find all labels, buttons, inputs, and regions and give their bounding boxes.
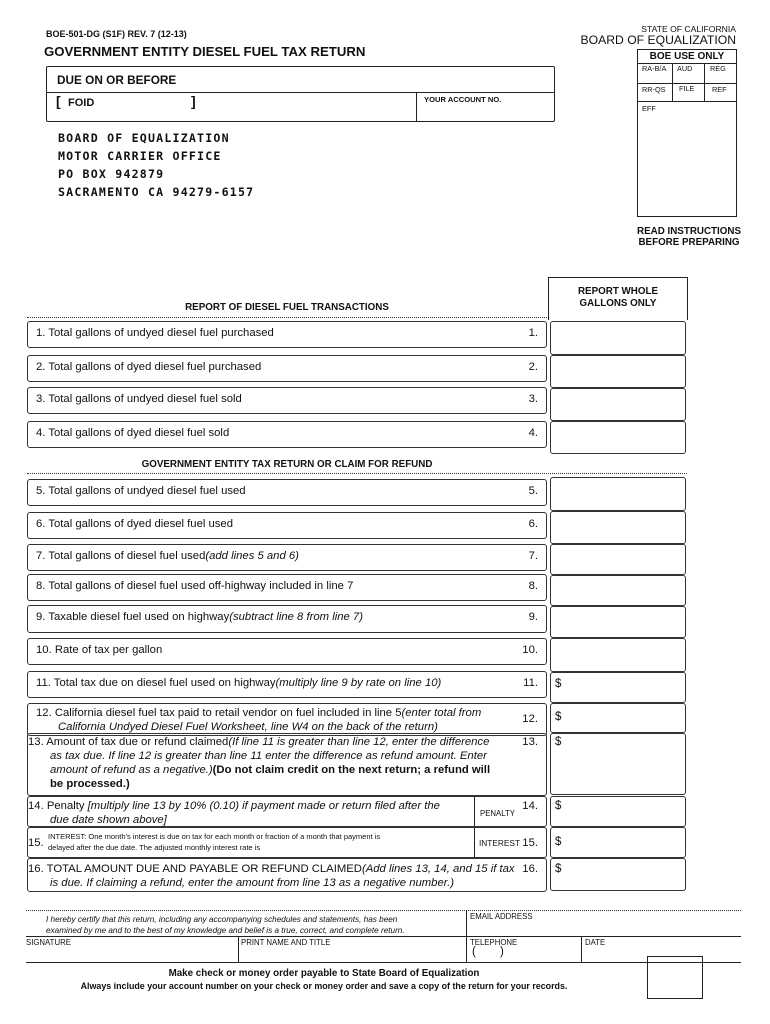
read-instructions-line: READ INSTRUCTIONS [637, 226, 741, 237]
form-title: GOVERNMENT ENTITY DIESEL FUEL TAX RETURN [44, 44, 366, 59]
report-whole-line: GALLONS ONLY [579, 298, 657, 309]
line-16-input[interactable] [550, 858, 686, 891]
section1-title: REPORT OF DIESEL FUEL TRANSACTIONS [185, 302, 389, 313]
line-8-input[interactable] [550, 575, 686, 606]
line-7-number: 7. [528, 550, 538, 562]
line-15-prefix: 15. [28, 837, 44, 849]
telephone-field[interactable] [510, 948, 580, 962]
line-3-row [27, 387, 547, 414]
line-8-row [27, 574, 547, 601]
line-4-label: 4. Total gallons of dyed diesel fuel sold [36, 427, 230, 439]
mailing-address [58, 129, 254, 201]
agency-label: BOARD OF EQUALIZATION [580, 33, 736, 47]
foid-bracket-open: [ [56, 93, 61, 109]
address-line: MOTOR CARRIER OFFICE [58, 149, 222, 163]
foid-label: FOID [68, 97, 95, 109]
line-6-label: 6. Total gallons of dyed diesel fuel used [36, 518, 233, 530]
dollar-sign: $ [555, 800, 562, 812]
line-14-input[interactable] [550, 796, 686, 827]
report-whole-line: REPORT WHOLE [577, 286, 658, 297]
line-4-number: 4. [528, 427, 538, 439]
line-1-input[interactable] [550, 321, 686, 355]
line-5-label: 5. Total gallons of undyed diesel fuel used [36, 485, 246, 497]
phone-area-close: ) [500, 946, 504, 958]
line-16-number: 16. [522, 863, 538, 875]
due-date-label: DUE ON OR BEFORE [57, 73, 177, 87]
line-10-row [27, 638, 547, 665]
line-11-input[interactable] [550, 672, 686, 703]
line-14-label: 14. Penalty [multiply line 13 by 10% (0.10) if payment made or return filed after the due date shown above] [28, 800, 440, 826]
line-16-row [27, 858, 547, 892]
boe-use-only-box [637, 49, 737, 217]
line-15-label: INTEREST: One month’s interest is due on tax for each month or fraction of a month that payment is delayed after the due date. The adjusted monthly interest rate is [48, 832, 381, 852]
line-7-row [27, 544, 547, 571]
penalty-label: PENALTY [480, 809, 515, 818]
line-9-number: 9. [528, 611, 538, 623]
address-line: BOARD OF EQUALIZATION [58, 131, 230, 145]
dollar-sign: $ [555, 678, 562, 690]
line-9-label: 9. Taxable diesel fuel used on highway(subtract line 8 from line 7) [36, 611, 363, 623]
line-15-input[interactable] [550, 827, 686, 858]
boe-use-only-title: BOE USE ONLY [649, 51, 725, 62]
line-13-row [27, 733, 547, 796]
line-2-input[interactable] [550, 355, 686, 388]
line-10-number: 10. [522, 644, 538, 656]
line-13-input[interactable] [550, 733, 686, 795]
line-5-number: 5. [528, 485, 538, 497]
email-field[interactable] [470, 921, 740, 935]
line-15-row [27, 827, 547, 858]
foid-bracket-close: ] [191, 93, 196, 109]
line-11-label: 11. Total tax due on diesel fuel used on highway(multiply line 9 by rate on line 10) [36, 677, 442, 689]
line-14-row [27, 796, 547, 827]
line-1-row [27, 321, 547, 348]
line-15-number: 15. [522, 837, 538, 849]
line-9-row [27, 605, 547, 633]
line-1-number: 1. [528, 327, 538, 339]
line-11-row [27, 671, 547, 698]
signature-label: SIGNATURE [26, 938, 71, 947]
line-7-input[interactable] [550, 544, 686, 575]
address-line: SACRAMENTO CA 94279-6157 [58, 185, 255, 199]
certification-line: examined by me and to the best of my knowledge and belief is a true, correct, and complete return. [46, 926, 405, 935]
line-8-label: 8. Total gallons of diesel fuel used off-highway included in line 7 [36, 580, 354, 592]
line-11-number: 11. [523, 677, 538, 689]
line-12-label: 12. California diesel fuel tax paid to retail vendor on fuel included in line 5(enter total from California Undyed Diesel Fuel Worksheet, line W4 on the back of the return) [36, 707, 482, 733]
dollar-sign: $ [555, 711, 562, 723]
footer-payable: Make check or money order payable to State Board of Equalization [168, 968, 480, 979]
line-16-label: 16. TOTAL AMOUNT DUE AND PAYABLE OR REFUND CLAIMED(Add lines 13, 14, and 15 if tax is due. If claiming a refund, enter the amount from line 13 as a negative number.) [28, 863, 515, 889]
line-9-input[interactable] [550, 606, 686, 638]
line-1-label: 1. Total gallons of undyed diesel fuel purchased [36, 327, 274, 339]
print-name-label: PRINT NAME AND TITLE [241, 938, 331, 947]
line-12-row [27, 703, 547, 736]
line-3-input[interactable] [550, 388, 686, 421]
line-6-row [27, 512, 547, 539]
account-number-label: YOUR ACCOUNT NO. [424, 95, 502, 104]
line-8-number: 8. [528, 580, 538, 592]
state-label: STATE OF CALIFORNIA [641, 24, 736, 34]
read-instructions [637, 226, 741, 248]
dollar-sign: $ [555, 863, 562, 875]
boe-cell-reg: REG [710, 64, 726, 73]
boe-cell-rrqs: RR-QS [642, 85, 666, 94]
line-10-label: 10. Rate of tax per gallon [36, 644, 163, 656]
dollar-sign: $ [555, 836, 562, 848]
line-3-label: 3. Total gallons of undyed diesel fuel sold [36, 393, 242, 405]
report-whole-header [548, 277, 688, 320]
line-6-number: 6. [528, 518, 538, 530]
footer-account-reminder: Always include your account number on your check or money order and save a copy of the return for your records. [80, 981, 568, 991]
line-2-row [27, 355, 547, 382]
section2-title: GOVERNMENT ENTITY TAX RETURN OR CLAIM FOR REFUND [141, 459, 433, 470]
boe-cell-eff: EFF [642, 104, 656, 113]
line-13-label: 13. Amount of tax due or refund claimed(If line 11 is greater than line 12, enter the difference as tax due. If line 12 is greater than line 11 enter the difference as refund amount. Enter amount of refund as a negative.)(Do not claim credit on the next return; a refund will be processed.) [28, 736, 491, 790]
print-name-field[interactable] [241, 948, 465, 962]
line-2-number: 2. [528, 361, 538, 373]
line-2-label: 2. Total gallons of dyed diesel fuel purchased [36, 361, 262, 373]
telephone-label: TELEPHONE [470, 938, 518, 947]
date-label: DATE [585, 938, 606, 947]
line-5-row [27, 479, 547, 506]
line-12-number: 12. [522, 713, 538, 725]
phone-area-open: ( [472, 946, 476, 958]
line-14-number: 14. [522, 800, 538, 812]
boe-cell-rab: RA-B/A [642, 64, 667, 73]
line-3-number: 3. [528, 393, 538, 405]
line-4-row [27, 421, 547, 448]
line-7-label: 7. Total gallons of diesel fuel used(add lines 5 and 6) [36, 550, 299, 562]
read-instructions-line: BEFORE PREPARING [638, 237, 740, 248]
interest-label: INTEREST [479, 838, 521, 848]
signature-field[interactable] [26, 948, 238, 962]
line-12-input[interactable] [550, 703, 686, 733]
certification-text [46, 914, 405, 936]
boe-cell-aud: AUD [677, 64, 693, 73]
boe-cell-file: FILE [679, 84, 695, 93]
address-line: PO BOX 942879 [58, 167, 165, 181]
certification-line: I hereby certify that this return, including any accompanying schedules and statements, has been [46, 915, 398, 924]
boe-cell-ref: REF [712, 85, 727, 94]
email-label: EMAIL ADDRESS [470, 912, 533, 921]
line-4-input[interactable] [550, 421, 686, 454]
line-10-input[interactable] [550, 638, 686, 672]
line-13-number: 13. [522, 736, 538, 748]
due-date-box [46, 66, 555, 122]
line-6-input[interactable] [550, 511, 686, 544]
dollar-sign: $ [555, 736, 562, 748]
line-5-input[interactable] [550, 477, 686, 511]
form-id: BOE-501-DG (S1F) REV. 7 (12-13) [46, 29, 187, 39]
corner-box [647, 956, 703, 999]
